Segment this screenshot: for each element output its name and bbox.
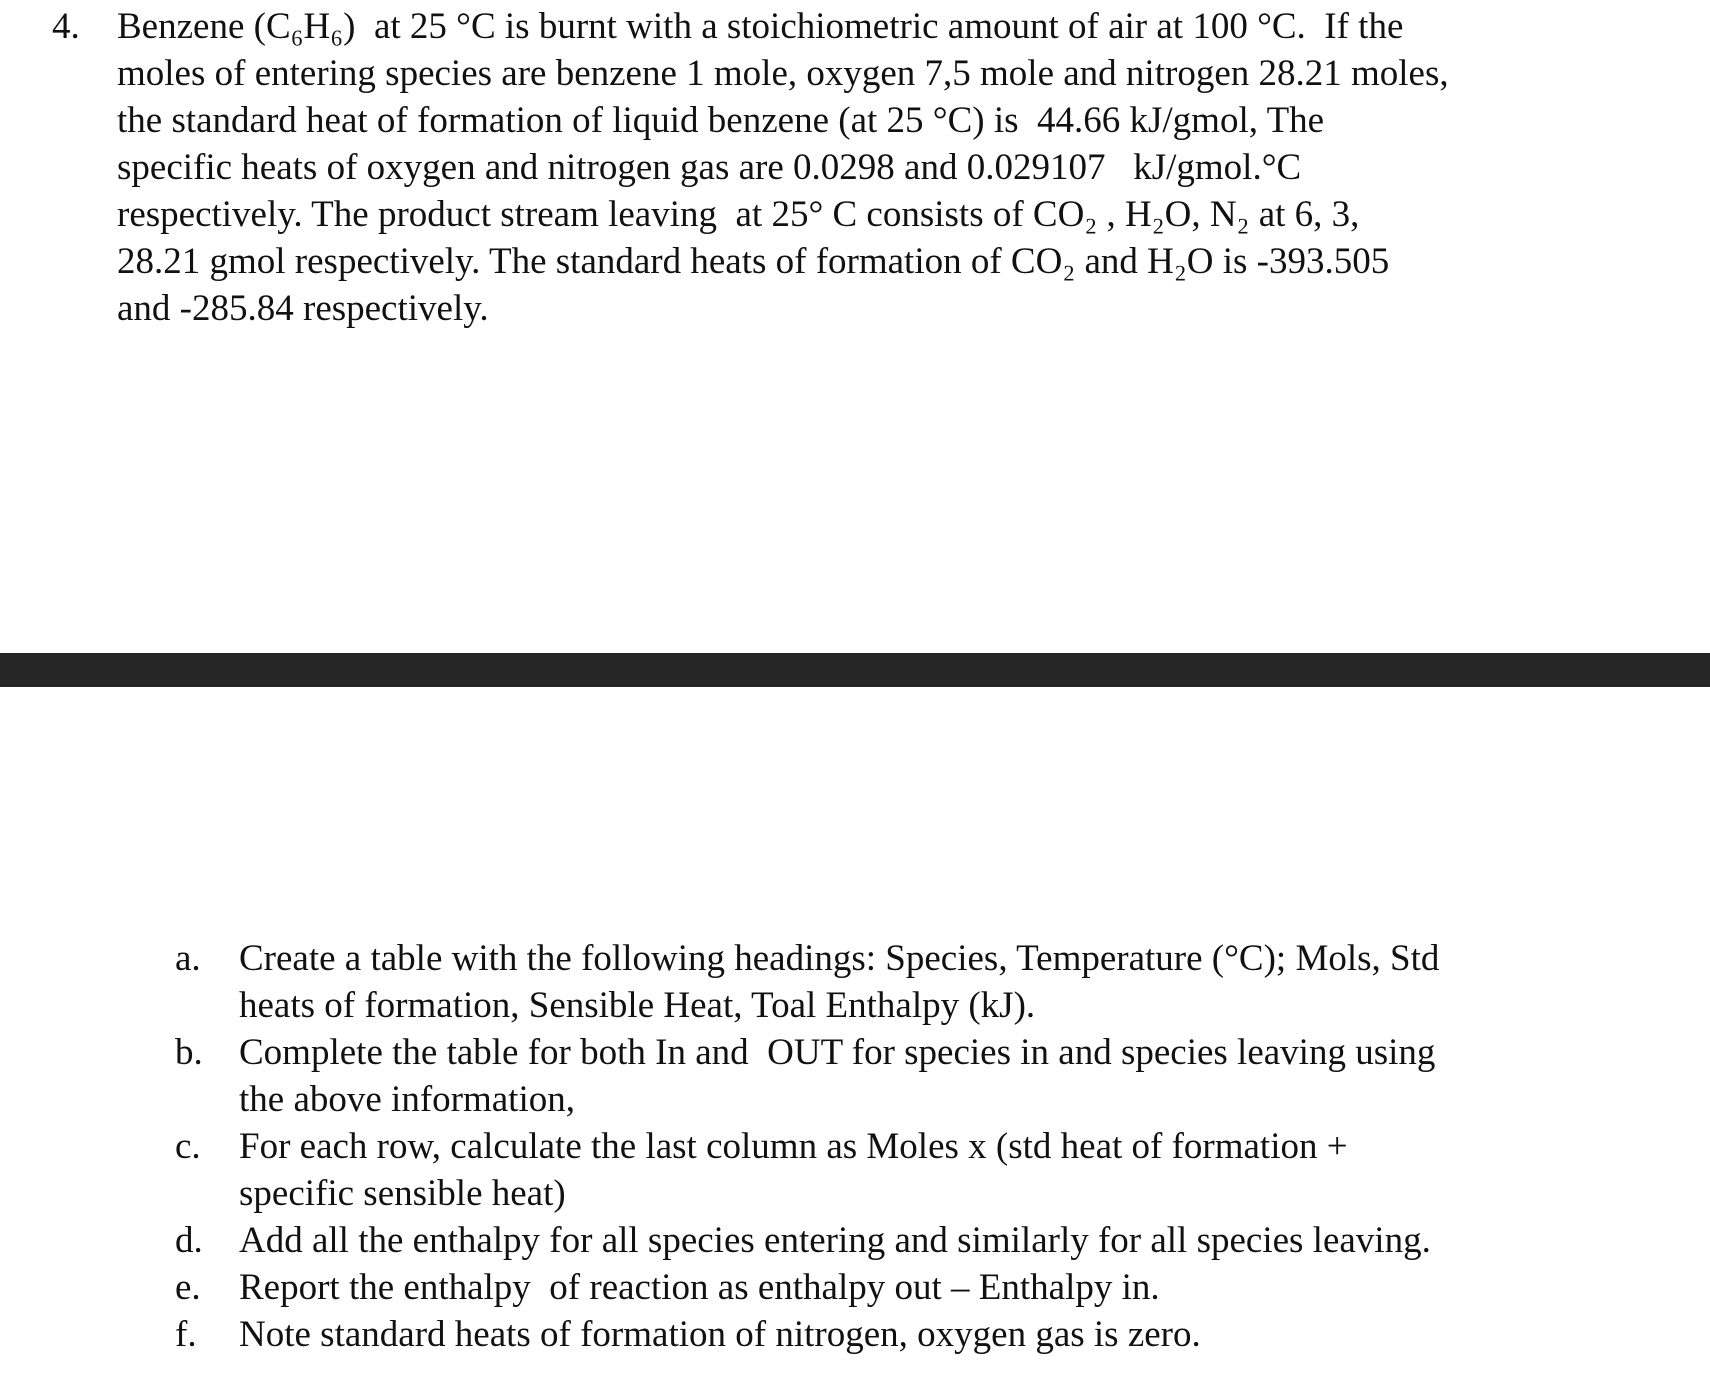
task-text <box>239 1217 1679 1264</box>
task-line: Add all the enthalpy for all species entering and similarly for all species leaving. <box>239 1220 1431 1261</box>
task-line: Report the enthalpy of reaction as enthalpy out – Enthalpy in. <box>239 1267 1160 1308</box>
task-letter: d. <box>175 1220 203 1261</box>
problem-line: respectively. The product stream leaving at 25° C consists of CO₂ , H₂O, N₂ at 6, 3, <box>117 194 1360 235</box>
task-text <box>239 1264 1679 1311</box>
page-divider-bar <box>0 653 1710 687</box>
task-line: Create a table with the following headings: Species, Temperature (°C); Mols, Std <box>239 938 1440 979</box>
task-line: Note standard heats of formation of nitrogen, oxygen gas is zero. <box>239 1314 1201 1355</box>
task-line: specific sensible heat) <box>239 1173 566 1214</box>
task-letter: f. <box>175 1314 197 1355</box>
problem-number: 4. <box>52 6 80 47</box>
task-text <box>239 1029 1679 1123</box>
task-line: Complete the table for both In and OUT for species in and species leaving using <box>239 1032 1436 1073</box>
problem-text <box>117 3 1677 332</box>
task-line: heats of formation, Sensible Heat, Toal Enthalpy (kJ). <box>239 985 1036 1026</box>
task-letter: c. <box>175 1126 201 1167</box>
problem-line: Benzene (C₆H₆) at 25 °C is burnt with a stoichiometric amount of air at 100 °C. If the <box>117 6 1404 47</box>
task-letter: a. <box>175 938 201 979</box>
problem-line: 28.21 gmol respectively. The standard heats of formation of CO₂ and H₂O is -393.505 <box>117 241 1390 282</box>
task-letter: b. <box>175 1032 203 1073</box>
task-text <box>239 1311 1679 1358</box>
task-letter: e. <box>175 1267 201 1308</box>
problem-line: and -285.84 respectively. <box>117 288 489 329</box>
task-text <box>239 1123 1679 1217</box>
task-line: For each row, calculate the last column as Moles x (std heat of formation + <box>239 1126 1348 1167</box>
problem-line: specific heats of oxygen and nitrogen gas are 0.0298 and 0.029107 kJ/gmol.°C <box>117 147 1302 188</box>
problem-line: moles of entering species are benzene 1 mole, oxygen 7,5 mole and nitrogen 28.21 moles, <box>117 53 1449 94</box>
task-text <box>239 935 1679 1029</box>
problem-line: the standard heat of formation of liquid benzene (at 25 °C) is 44.66 kJ/gmol, The <box>117 100 1325 141</box>
task-line: the above information, <box>239 1079 575 1120</box>
